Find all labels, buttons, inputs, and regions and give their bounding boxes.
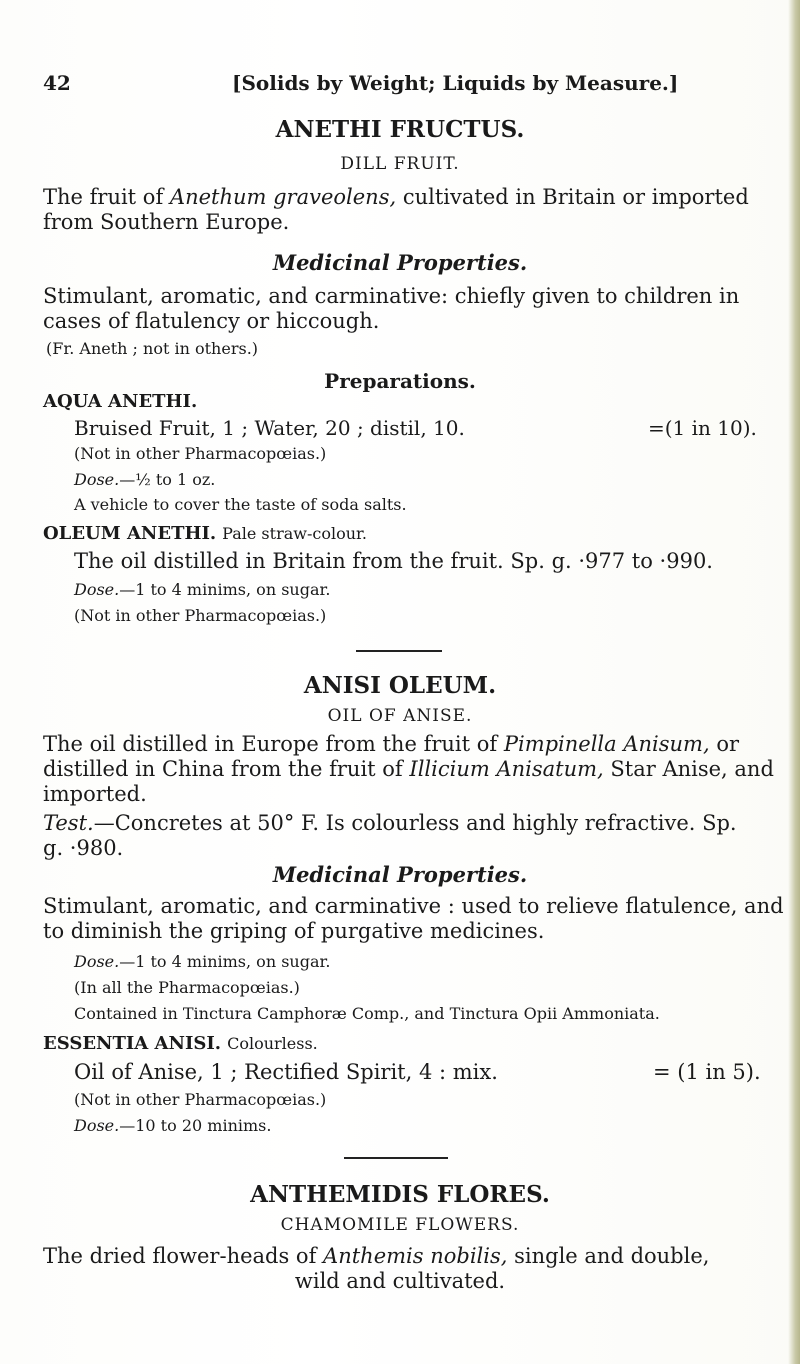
- oleum-anethi-dose: [74, 582, 330, 598]
- dose-value: —1 to 4 minims, on sugar.: [119, 952, 331, 971]
- section-title-anthemidis: ANTHEMIDIS FLORES.: [250, 1181, 550, 1208]
- anthemidis-description-line-1: [43, 1246, 765, 1267]
- essentia-anisi-colour: Colourless.: [227, 1034, 318, 1053]
- text-span: or: [716, 732, 740, 756]
- essentia-anisi-dose: [74, 1118, 271, 1134]
- anisi-test-line-1: [43, 813, 737, 834]
- aqua-anethi-title: AQUA ANETHI.: [43, 391, 198, 412]
- section-title-anethi: ANETHI FRUCTUS.: [275, 116, 525, 143]
- preparations-heading: Preparations.: [324, 369, 476, 393]
- section-subtitle-anthemidis: CHAMOMILE FLOWERS.: [280, 1215, 520, 1235]
- section-divider: [356, 650, 442, 652]
- anethi-medicinal-line-2: cases of flatulency or hiccough.: [43, 309, 380, 333]
- text-span: Star Anise, and: [610, 757, 774, 781]
- anisi-medicinal-line-2: to diminish the griping of purgative medicines.: [43, 919, 545, 943]
- page-number: 42: [43, 71, 71, 95]
- latin-name: Anthemis nobilis,: [323, 1244, 508, 1268]
- anethi-medicinal-heading: Medicinal Properties.: [272, 250, 528, 275]
- anthemidis-description-line-2: wild and cultivated.: [294, 1269, 506, 1293]
- anethi-french-note: (Fr. Aneth ; not in others.): [46, 339, 259, 358]
- test-label: Test.: [43, 811, 94, 835]
- anisi-medicinal-line-1: Stimulant, aromatic, and carminative : used to relieve flatulence, and: [43, 894, 784, 918]
- anisi-dose: [74, 954, 330, 970]
- anisi-description-line-2: [43, 759, 774, 780]
- dose-value: —½ to 1 oz.: [119, 470, 216, 489]
- section-title-anisi: ANISI OLEUM.: [303, 672, 497, 699]
- latin-name: Pimpinella Anisum,: [503, 732, 710, 756]
- aqua-anethi-note: (Not in other Pharmacopœias.): [74, 444, 327, 463]
- latin-name: Illicium Anisatum,: [409, 757, 604, 781]
- anisi-medicinal-heading: Medicinal Properties.: [272, 862, 528, 887]
- dose-value: —1 to 4 minims, on sugar.: [119, 580, 331, 599]
- latin-name: Anethum graveolens,: [169, 185, 397, 209]
- anethi-medicinal-line-1: Stimulant, aromatic, and carminative: chiefly given to children in: [43, 284, 740, 308]
- aqua-anethi-vehicle: A vehicle to cover the taste of soda salts.: [74, 495, 407, 514]
- anethi-description-line-1: [43, 187, 765, 208]
- oleum-anethi-line: The oil distilled in Britain from the fruit. Sp. g. ·977 to ·990.: [74, 549, 713, 573]
- aqua-anethi-dose: [74, 472, 215, 488]
- text-span: The fruit of: [43, 185, 164, 209]
- oleum-anethi-note: (Not in other Pharmacopœias.): [74, 606, 327, 625]
- section-subtitle-anisi: OIL OF ANISE.: [327, 706, 473, 726]
- text-span: The oil distilled in Europe from the fruit of: [43, 732, 498, 756]
- dose-label: Dose.: [74, 470, 120, 489]
- test-text: —Concretes at 50° F. Is colourless and highly refractive. Sp.: [93, 811, 737, 835]
- dose-label: Dose.: [74, 952, 120, 971]
- oleum-anethi-title: [43, 525, 367, 543]
- oleum-anethi-name: OLEUM ANETHI.: [43, 523, 217, 544]
- aqua-anethi-formula: Bruised Fruit, 1 ; Water, 20 ; distil, 10.: [74, 416, 465, 440]
- dose-label: Dose.: [74, 580, 120, 599]
- essentia-anisi-name: ESSENTIA ANISI.: [43, 1033, 222, 1054]
- section-divider: [344, 1157, 448, 1159]
- essentia-anisi-title: [43, 1035, 318, 1053]
- text-span: distilled in China from the fruit of: [43, 757, 403, 781]
- essentia-anisi-formula: Oil of Anise, 1 ; Rectified Spirit, 4 : mix.: [74, 1060, 498, 1084]
- dose-value: —10 to 20 minims.: [119, 1116, 272, 1135]
- section-subtitle-anethi: DILL FRUIT.: [340, 154, 460, 174]
- anisi-contained-in: Contained in Tinctura Camphoræ Comp., and Tinctura Opii Ammoniata.: [74, 1004, 660, 1023]
- essentia-anisi-ratio: = (1 in 5).: [653, 1060, 761, 1084]
- aqua-anethi-ratio: =(1 in 10).: [648, 416, 757, 440]
- anisi-description-line-1: [43, 734, 739, 755]
- running-title: [Solids by Weight; Liquids by Measure.]: [232, 71, 679, 95]
- text-span: single and double,: [514, 1244, 710, 1268]
- text-span: cultivated in Britain or imported: [402, 185, 749, 209]
- anisi-description-line-3: imported.: [43, 782, 147, 806]
- anisi-pharm-note: (In all the Pharmacopœias.): [74, 978, 300, 997]
- text-span: The dried flower-heads of: [43, 1244, 317, 1268]
- anisi-test-line-2: g. ·980.: [43, 836, 124, 860]
- anethi-description-line-2: from Southern Europe.: [43, 210, 290, 234]
- dose-label: Dose.: [74, 1116, 120, 1135]
- essentia-anisi-note: (Not in other Pharmacopœias.): [74, 1090, 327, 1109]
- oleum-anethi-colour: Pale straw-colour.: [222, 524, 367, 543]
